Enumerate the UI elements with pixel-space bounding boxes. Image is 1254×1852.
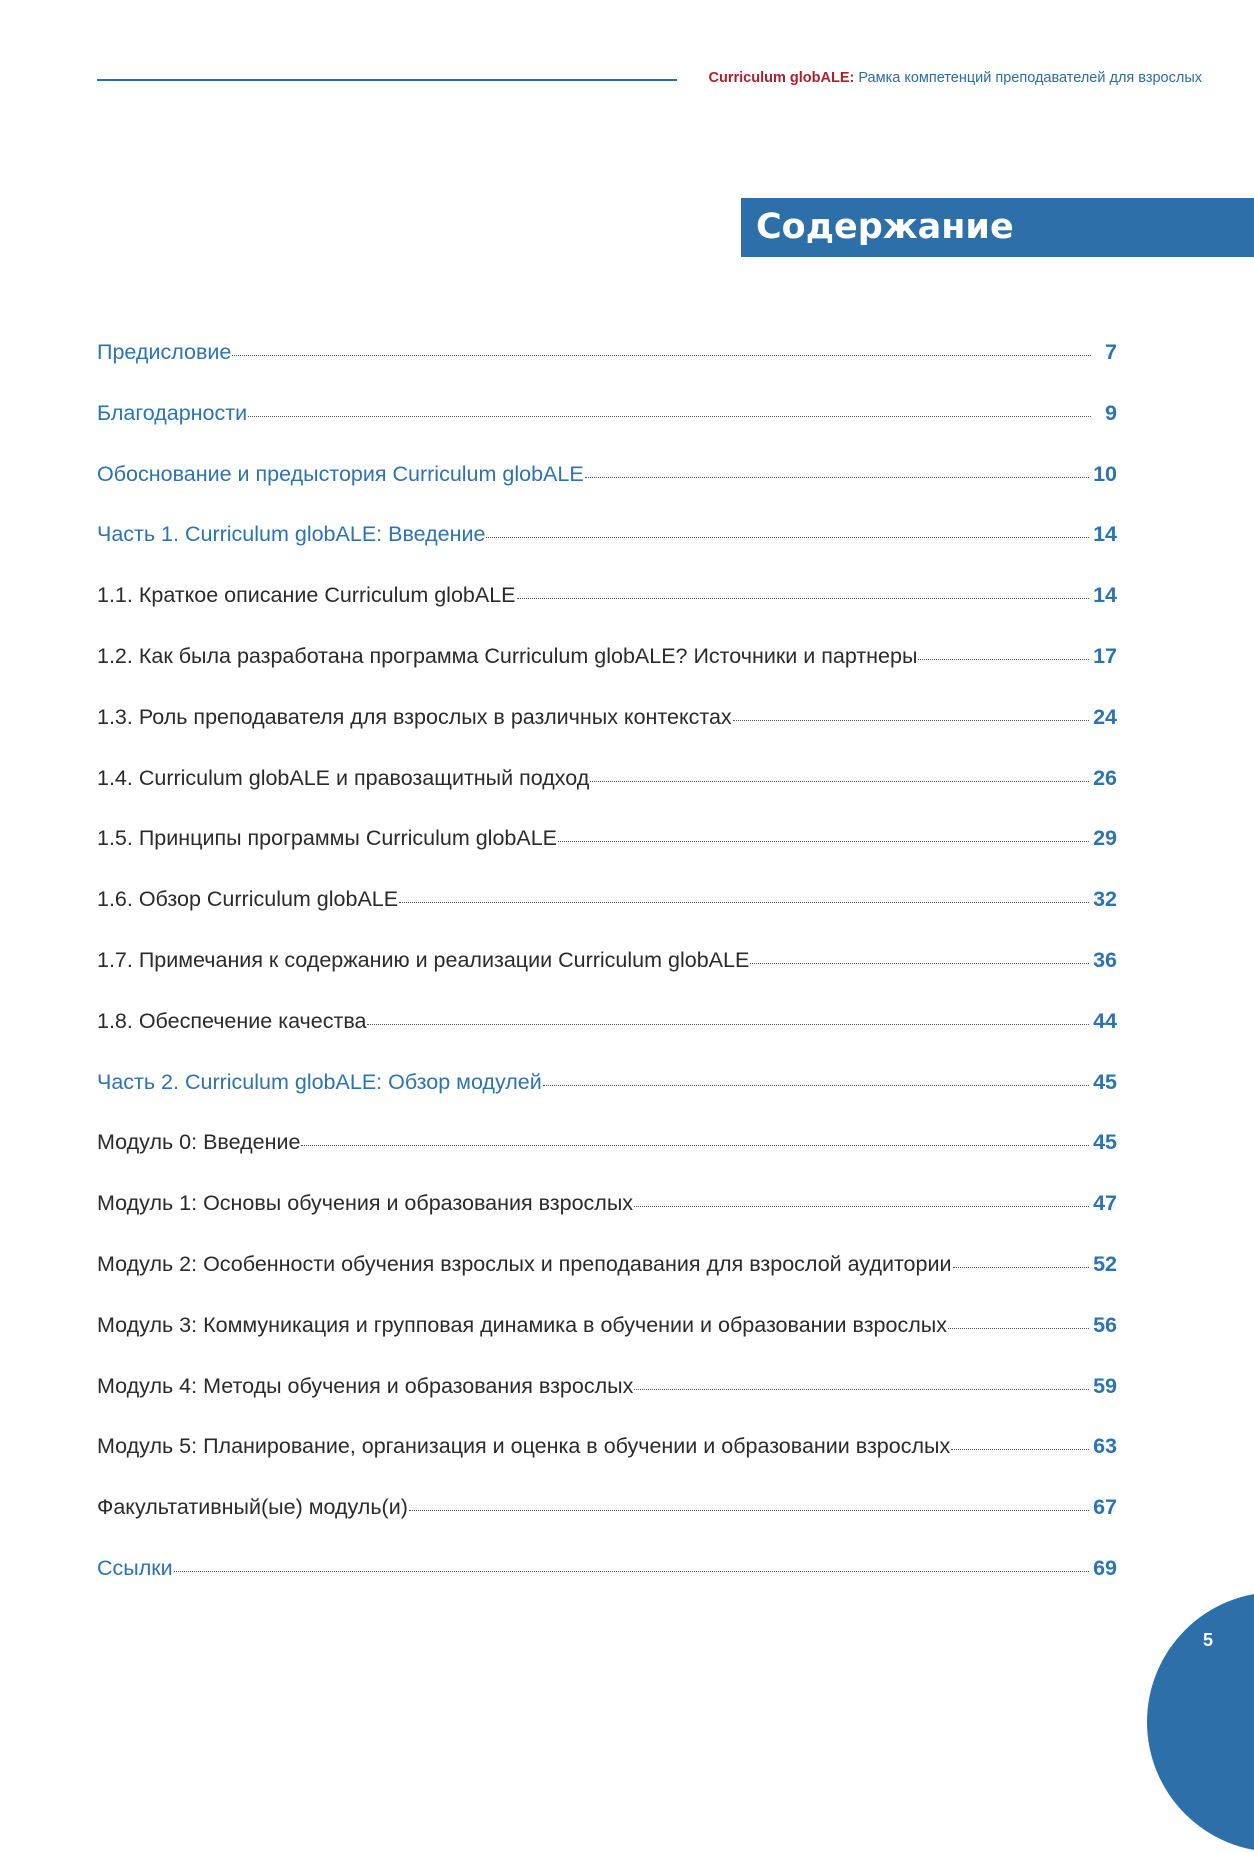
toc-entry-page: 26: [1093, 765, 1117, 790]
toc-entry[interactable]: [97, 1252, 1117, 1313]
toc-entry-title: 1.3. Роль преподавателя для взрослых в различных контекстах: [97, 704, 732, 729]
toc-entry-page: 10: [1093, 461, 1117, 486]
toc-entry[interactable]: [97, 766, 1117, 827]
toc-entry-page: 59: [1093, 1373, 1117, 1398]
toc-dot-leader: [750, 962, 1089, 964]
toc-entry-title: Предисловие: [97, 340, 232, 364]
toc-entry-page: 17: [1093, 643, 1117, 668]
toc-dot-leader: [951, 1448, 1089, 1450]
toc-entry-page: 14: [1093, 583, 1117, 608]
toc-entry-page: 63: [1093, 1434, 1117, 1459]
toc-entry-title: Обоснование и предыстория Curriculum globALE: [97, 461, 584, 486]
toc-dot-leader: [953, 1266, 1090, 1268]
header-brand: Curriculum globALE:: [708, 70, 855, 86]
toc-dot-leader: [590, 780, 1089, 782]
toc-entry-title: 1.2. Как была разработана программа Curriculum globALE? Источники и партнеры: [97, 643, 918, 668]
page-title: Содержание: [756, 207, 1014, 247]
toc-entry[interactable]: [97, 1130, 1117, 1191]
toc-dot-leader: [232, 354, 1091, 356]
toc-entry[interactable]: [97, 948, 1117, 1009]
toc-entry-page: 24: [1093, 704, 1117, 729]
toc-entry[interactable]: [97, 340, 1117, 401]
toc-entry[interactable]: [97, 1313, 1117, 1374]
toc-dot-leader: [174, 1570, 1089, 1572]
toc-entry-page: 14: [1093, 522, 1117, 547]
toc-entry-page: 56: [1093, 1312, 1117, 1337]
header-rule: [97, 79, 677, 81]
toc-dot-leader: [585, 476, 1089, 478]
header-subtitle: Рамка компетенций преподавателей для взрослых: [854, 70, 1202, 86]
toc-entry[interactable]: [97, 583, 1117, 644]
toc-entry-title: 1.1. Краткое описание Curriculum globALE: [97, 583, 516, 608]
page-number: 5: [1202, 1630, 1213, 1650]
toc-entry[interactable]: [97, 1070, 1117, 1131]
toc-entry[interactable]: [97, 1191, 1117, 1252]
toc-entry[interactable]: [97, 1495, 1117, 1556]
toc-entry-page: 45: [1093, 1069, 1117, 1094]
toc-dot-leader: [517, 597, 1090, 599]
toc-dot-leader: [367, 1023, 1089, 1025]
toc-entry[interactable]: [97, 462, 1117, 523]
toc-entry-page: 52: [1093, 1251, 1117, 1276]
toc-entry[interactable]: [97, 644, 1117, 705]
toc-dot-leader: [948, 1327, 1089, 1329]
title-banner: [741, 198, 1254, 257]
toc-dot-leader: [486, 536, 1089, 538]
toc-entry[interactable]: [97, 1434, 1117, 1495]
toc-entry-page: 67: [1093, 1495, 1117, 1520]
toc-entry-page: 9: [1105, 400, 1117, 425]
toc-entry-title: 1.6. Обзор Curriculum globALE: [97, 887, 399, 912]
toc-entry-title: Часть 1. Curriculum globALE: Введение: [97, 522, 486, 547]
toc-entry[interactable]: [97, 826, 1117, 887]
toc-dot-leader: [634, 1205, 1089, 1207]
table-of-contents: [97, 340, 1117, 1617]
toc-dot-leader: [543, 1084, 1089, 1086]
toc-entry-title: Модуль 5: Планирование, организация и оценка в обучении и образовании взрослых: [97, 1434, 951, 1459]
toc-entry-title: Модуль 4: Методы обучения и образования взрослых: [97, 1373, 634, 1398]
toc-dot-leader: [248, 415, 1091, 417]
toc-entry-page: 45: [1093, 1130, 1117, 1155]
toc-entry-title: Часть 2. Curriculum globALE: Обзор модулей: [97, 1069, 542, 1094]
toc-entry-page: 47: [1093, 1191, 1117, 1216]
toc-entry-title: 1.8. Обеспечение качества: [97, 1008, 367, 1033]
toc-entry-title: Модуль 3: Коммуникация и групповая динамика в обучении и образовании взрослых: [97, 1312, 947, 1337]
toc-entry-title: 1.7. Примечания к содержанию и реализации Curriculum globALE: [97, 947, 750, 972]
toc-dot-leader: [301, 1144, 1089, 1146]
toc-entry-title: Модуль 0: Введение: [97, 1130, 301, 1155]
toc-dot-leader: [399, 901, 1089, 903]
toc-entry[interactable]: [97, 1556, 1117, 1617]
toc-dot-leader: [634, 1388, 1089, 1390]
toc-entry-page: 36: [1093, 947, 1117, 972]
toc-entry-title: 1.5. Принципы программы Curriculum globALE: [97, 826, 558, 851]
toc-entry[interactable]: [97, 401, 1117, 462]
running-header: [709, 70, 1202, 86]
toc-entry-page: 32: [1093, 887, 1117, 912]
toc-entry[interactable]: [97, 522, 1117, 583]
toc-entry[interactable]: [97, 1009, 1117, 1070]
toc-entry-title: Ссылки: [97, 1555, 173, 1580]
toc-entry[interactable]: [97, 887, 1117, 948]
toc-dot-leader: [918, 658, 1089, 660]
toc-entry-page: 69: [1093, 1555, 1117, 1580]
toc-dot-leader: [558, 840, 1089, 842]
toc-entry-title: Модуль 2: Особенности обучения взрослых и преподавания для взрослой аудитории: [97, 1251, 952, 1276]
toc-entry-title: 1.4. Curriculum globALE и правозащитный подход: [97, 765, 590, 790]
toc-entry-page: 44: [1093, 1008, 1117, 1033]
toc-dot-leader: [733, 719, 1089, 721]
toc-entry-title: Модуль 1: Основы обучения и образования взрослых: [97, 1191, 634, 1216]
toc-entry-title: Факультативный(ые) модуль(и): [97, 1495, 408, 1520]
toc-entry-title: Благодарности: [97, 400, 248, 425]
toc-dot-leader: [409, 1509, 1089, 1511]
toc-entry[interactable]: [97, 705, 1117, 766]
toc-entry-page: 29: [1093, 826, 1117, 851]
toc-entry-page: 7: [1105, 340, 1117, 364]
toc-entry[interactable]: [97, 1374, 1117, 1435]
